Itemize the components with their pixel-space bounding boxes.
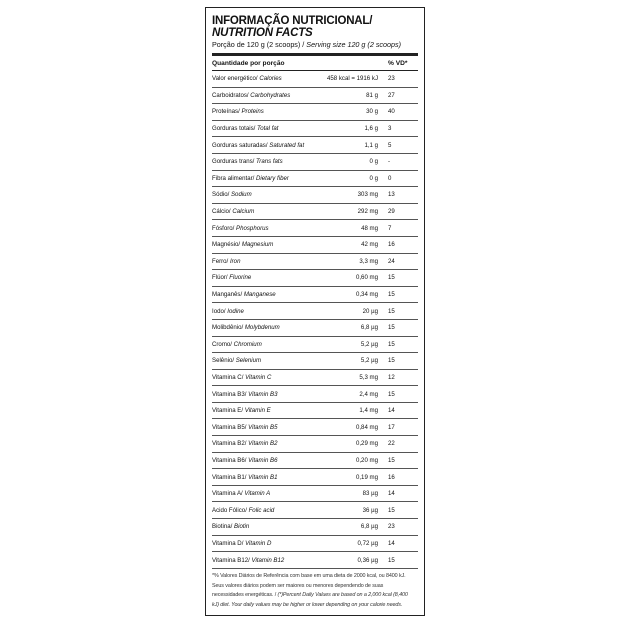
nutrient-amount: 0 g	[369, 174, 378, 182]
nutrient-label-pt: Manganês/	[212, 291, 244, 299]
nutrient-label	[212, 424, 314, 431]
nutrient-label-pt: Vitamina B12/	[212, 556, 252, 564]
nutrient-label	[212, 274, 314, 281]
nutrient-label	[212, 191, 314, 198]
nutrient-amount: 292 mg	[357, 208, 378, 216]
nutrient-label-pt: Iodo/	[212, 307, 228, 315]
nutrient-daily-value: 17	[388, 423, 395, 431]
nutrient-label-pt: Selênio/	[212, 357, 236, 365]
nutrient-amount: 0,34 mg	[355, 291, 378, 299]
table-row	[212, 171, 418, 188]
nutrient-label	[212, 225, 314, 232]
nutrient-amount: 42 mg	[361, 241, 378, 249]
nutrient-label-en: Iodine	[227, 307, 244, 315]
table-row	[212, 486, 418, 503]
nutrient-daily-value: 15	[388, 556, 395, 564]
nutrient-amount: 458 kcal = 1916 kJ	[327, 75, 378, 83]
nutrient-daily-value: 7	[388, 224, 392, 232]
nutrient-amount: 303 mg	[357, 191, 378, 199]
nutrient-amount: 0,60 mg	[355, 274, 378, 282]
nutrient-label-en: Selenium	[235, 357, 262, 365]
nutrient-daily-value: 12	[388, 373, 395, 381]
nutrient-label-en: Folic acid	[248, 506, 275, 514]
nutrient-label-pt: Fibra alimentar/	[212, 174, 257, 182]
footnote-line: *% Valores Diários de Referência com base em uma dieta de 2000 kcal, ou 8400 kJ.	[212, 572, 406, 579]
nutrition-facts-panel	[205, 7, 425, 616]
nutrient-label-pt: Fósforo/	[212, 224, 237, 232]
nutrient-amount: 1,6 g	[364, 125, 378, 133]
nutrient-label-en: Vitamin B1	[248, 473, 278, 481]
table-row	[212, 502, 418, 519]
nutrient-label-pt: Gorduras saturadas/	[212, 141, 270, 149]
serving-size-pt: Porção de 120 g (2 scoops) /	[212, 40, 307, 49]
nutrient-amount: 0,19 mg	[355, 473, 378, 481]
nutrient-label-en: Iron	[229, 257, 241, 265]
nutrient-label	[212, 125, 314, 132]
nutrient-label-pt: Vitamina D/	[212, 539, 246, 547]
nutrient-label	[212, 142, 314, 149]
nutrient-daily-value: 24	[388, 257, 395, 265]
nutrient-label	[212, 258, 314, 265]
nutrient-daily-value: -	[388, 158, 391, 166]
nutrient-daily-value: 5	[388, 141, 392, 149]
nutrient-amount: 81 g	[366, 91, 378, 99]
nutrient-amount: 6,8 µg	[360, 324, 378, 332]
nutrient-daily-value: 23	[388, 523, 395, 531]
nutrient-label-en: Vitamin A	[244, 490, 271, 498]
serving-size	[212, 40, 418, 50]
nutrient-label-en: Dietary fiber	[256, 174, 289, 182]
table-row	[212, 270, 418, 287]
nutrient-daily-value: 14	[388, 490, 395, 498]
footnote	[212, 572, 418, 611]
nutrient-daily-value: 29	[388, 208, 395, 216]
nutrient-label-pt: Vitamina B5/	[212, 423, 249, 431]
nutrient-amount: 0,29 mg	[355, 440, 378, 448]
serving-size-en: Serving size 120 g (2 scoops)	[306, 40, 401, 49]
nutrient-daily-value: 15	[388, 456, 395, 464]
nutrient-label	[212, 523, 314, 530]
nutrient-label	[212, 374, 314, 381]
nutrient-label-en: Chromium	[233, 340, 262, 348]
nutrient-daily-value: 15	[388, 357, 395, 365]
nutrient-label-pt: Vitamina A/	[212, 490, 245, 498]
nutrient-label-pt: Vitamina E/	[212, 407, 245, 415]
nutrient-daily-value: 15	[388, 307, 395, 315]
nutrient-daily-value: 22	[388, 440, 395, 448]
nutrient-label-pt: Magnésio/	[212, 241, 242, 249]
nutrient-label-en: Total fat	[257, 125, 279, 133]
table-row	[212, 536, 418, 553]
nutrient-label-en: Phosphorus	[236, 224, 269, 232]
table-row	[212, 436, 418, 453]
table-row	[212, 519, 418, 536]
nutrient-label-en: Saturated fat	[269, 141, 305, 149]
nutrient-amount: 5,3 mg	[359, 373, 378, 381]
table-row	[212, 254, 418, 271]
nutrient-label	[212, 241, 314, 248]
nutrient-label	[212, 308, 314, 315]
footnote-line: kJ) diet. Your daily values may be higher or lower depending on your calorie needs.	[212, 602, 403, 609]
nutrient-amount: 0,20 mg	[355, 456, 378, 464]
column-header-amount: Quantidade por porção	[212, 59, 285, 67]
table-row	[212, 237, 418, 254]
table-row	[212, 187, 418, 204]
table-row	[212, 154, 418, 171]
nutrient-label	[212, 291, 314, 298]
nutrient-daily-value: 15	[388, 291, 395, 299]
nutrient-daily-value: 3	[388, 125, 392, 133]
nutrient-label-pt: Vitamina B1/	[212, 473, 249, 481]
nutrient-amount: 5,2 µg	[360, 340, 378, 348]
nutrient-label-pt: Carboidratos/	[212, 91, 251, 99]
nutrient-label-en: Calcium	[232, 208, 255, 216]
table-row	[212, 137, 418, 154]
nutrient-daily-value: 16	[388, 473, 395, 481]
nutrient-label-en: Vitamin B3	[248, 390, 278, 398]
table-row	[212, 386, 418, 403]
footnote-line: Seus valores diários podem ser maiores ou menores dependendo de suas	[212, 582, 384, 589]
nutrient-label-pt: Proteínas/	[212, 108, 242, 116]
footnote-en: (*)Percent Daily Values are based on a 2,000 kcal (8,400	[277, 592, 408, 599]
nutrient-label	[212, 357, 314, 364]
table-row	[212, 121, 418, 138]
nutrient-label-pt: Biotina/	[212, 523, 235, 531]
nutrient-amount: 2,4 mg	[359, 390, 378, 398]
nutrient-label	[212, 440, 314, 447]
nutrient-label-pt: Gorduras totais/	[212, 125, 258, 133]
nutrient-daily-value: 15	[388, 324, 395, 332]
nutrient-daily-value: 14	[388, 539, 395, 547]
nutrient-daily-value: 14	[388, 407, 395, 415]
nutrient-label	[212, 557, 314, 564]
nutrient-daily-value: 15	[388, 340, 395, 348]
nutrient-label-en: Fluorine	[229, 274, 252, 282]
nutrient-label	[212, 474, 314, 481]
nutrient-amount: 36 µg	[362, 506, 378, 514]
table-row	[212, 320, 418, 337]
nutrient-label	[212, 407, 314, 414]
table-row	[212, 370, 418, 387]
nutrient-label-en: Vitamin B5	[248, 423, 278, 431]
nutrient-label-pt: Vitamina B3/	[212, 390, 249, 398]
nutrient-label	[212, 490, 314, 497]
title-portuguese: INFORMAÇÃO NUTRICIONAL/	[212, 15, 373, 27]
nutrient-amount: 1,1 g	[364, 141, 378, 149]
nutrient-label-pt: Vitamina C/	[212, 373, 246, 381]
nutrient-daily-value: 15	[388, 274, 395, 282]
nutrient-label	[212, 108, 314, 115]
table-row	[212, 88, 418, 105]
nutrient-rows	[212, 71, 418, 569]
nutrient-label-en: Molybdenum	[244, 324, 280, 332]
nutrient-label-pt: Ácido Fólico/	[212, 506, 249, 514]
nutrient-label-en: Calories	[259, 75, 282, 83]
nutrient-label	[212, 324, 314, 331]
nutrient-label	[212, 391, 314, 398]
nutrient-amount: 83 µg	[362, 490, 378, 498]
nutrient-label-en: Vitamin B2	[248, 440, 278, 448]
nutrient-label-en: Manganese	[243, 291, 276, 299]
nutrient-daily-value: 27	[388, 91, 395, 99]
nutrient-label-en: Proteins	[241, 108, 264, 116]
nutrient-label-en: Vitamin B12	[251, 556, 285, 564]
nutrient-label-pt: Vitamina B6/	[212, 456, 249, 464]
nutrient-label-pt: Flúor/	[212, 274, 230, 282]
nutrient-label-en: Vitamin B6	[248, 456, 278, 464]
table-row	[212, 469, 418, 486]
table-row	[212, 204, 418, 221]
footnote-pt: necessidades energéticas. /	[212, 592, 278, 599]
table-row	[212, 419, 418, 436]
table-row	[212, 453, 418, 470]
nutrient-label	[212, 75, 314, 82]
table-row	[212, 220, 418, 237]
nutrient-label-pt: Cálcio/	[212, 208, 233, 216]
footnote-line	[212, 591, 418, 601]
table-row	[212, 337, 418, 354]
nutrient-amount: 6,8 µg	[360, 523, 378, 531]
nutrient-label-en: Vitamin E	[244, 407, 271, 415]
table-header	[212, 56, 418, 71]
nutrient-label-en: Magnesium	[241, 241, 274, 249]
table-row	[212, 287, 418, 304]
nutrient-label-en: Vitamin D	[245, 539, 272, 547]
table-row	[212, 104, 418, 121]
nutrient-label	[212, 208, 314, 215]
nutrient-label-pt: Vitamina B2/	[212, 440, 249, 448]
nutrient-daily-value: 15	[388, 506, 395, 514]
nutrient-daily-value: 0	[388, 174, 392, 182]
nutrient-amount: 30 g	[366, 108, 378, 116]
table-row	[212, 403, 418, 420]
nutrient-label-pt: Cromo/	[212, 340, 234, 348]
nutrient-label-pt: Molibdênio/	[212, 324, 245, 332]
nutrient-label-pt: Gorduras trans/	[212, 158, 257, 166]
nutrient-amount: 1,4 mg	[359, 407, 378, 415]
nutrient-label	[212, 92, 314, 99]
nutrient-label-pt: Ferro/	[212, 257, 230, 265]
nutrient-label-en: Biotin	[234, 523, 250, 531]
table-row	[212, 552, 418, 569]
nutrient-label-en: Sodium	[230, 191, 252, 199]
nutrient-label-pt: Sódio/	[212, 191, 231, 199]
nutrient-label-en: Vitamin C	[245, 373, 272, 381]
table-row	[212, 71, 418, 88]
nutrient-daily-value: 40	[388, 108, 395, 116]
nutrient-label	[212, 457, 314, 464]
table-row	[212, 353, 418, 370]
nutrient-amount: 0,36 µg	[357, 556, 378, 564]
nutrient-amount: 20 µg	[362, 307, 378, 315]
title-english: NUTRITION FACTS	[212, 27, 313, 39]
nutrient-amount: 0,72 µg	[357, 539, 378, 547]
nutrient-daily-value: 16	[388, 241, 395, 249]
nutrient-label-en: Carbohydrates	[250, 91, 291, 99]
column-header-daily-value: % VD*	[388, 59, 408, 67]
nutrient-label-en: Trans fats	[256, 158, 283, 166]
nutrient-daily-value: 13	[388, 191, 395, 199]
nutrient-label	[212, 507, 314, 514]
nutrient-amount: 5,2 µg	[360, 357, 378, 365]
nutrient-amount: 0,84 mg	[355, 423, 378, 431]
nutrient-label	[212, 540, 314, 547]
nutrient-amount: 48 mg	[361, 224, 378, 232]
nutrient-amount: 0 g	[369, 158, 378, 166]
nutrient-label	[212, 158, 314, 165]
nutrient-label-pt: Valor energético/	[212, 75, 260, 83]
nutrient-label	[212, 175, 314, 182]
nutrient-amount: 3,3 mg	[359, 257, 378, 265]
nutrient-daily-value: 23	[388, 75, 395, 83]
table-row	[212, 303, 418, 320]
nutrient-daily-value: 15	[388, 390, 395, 398]
nutrient-label	[212, 341, 314, 348]
